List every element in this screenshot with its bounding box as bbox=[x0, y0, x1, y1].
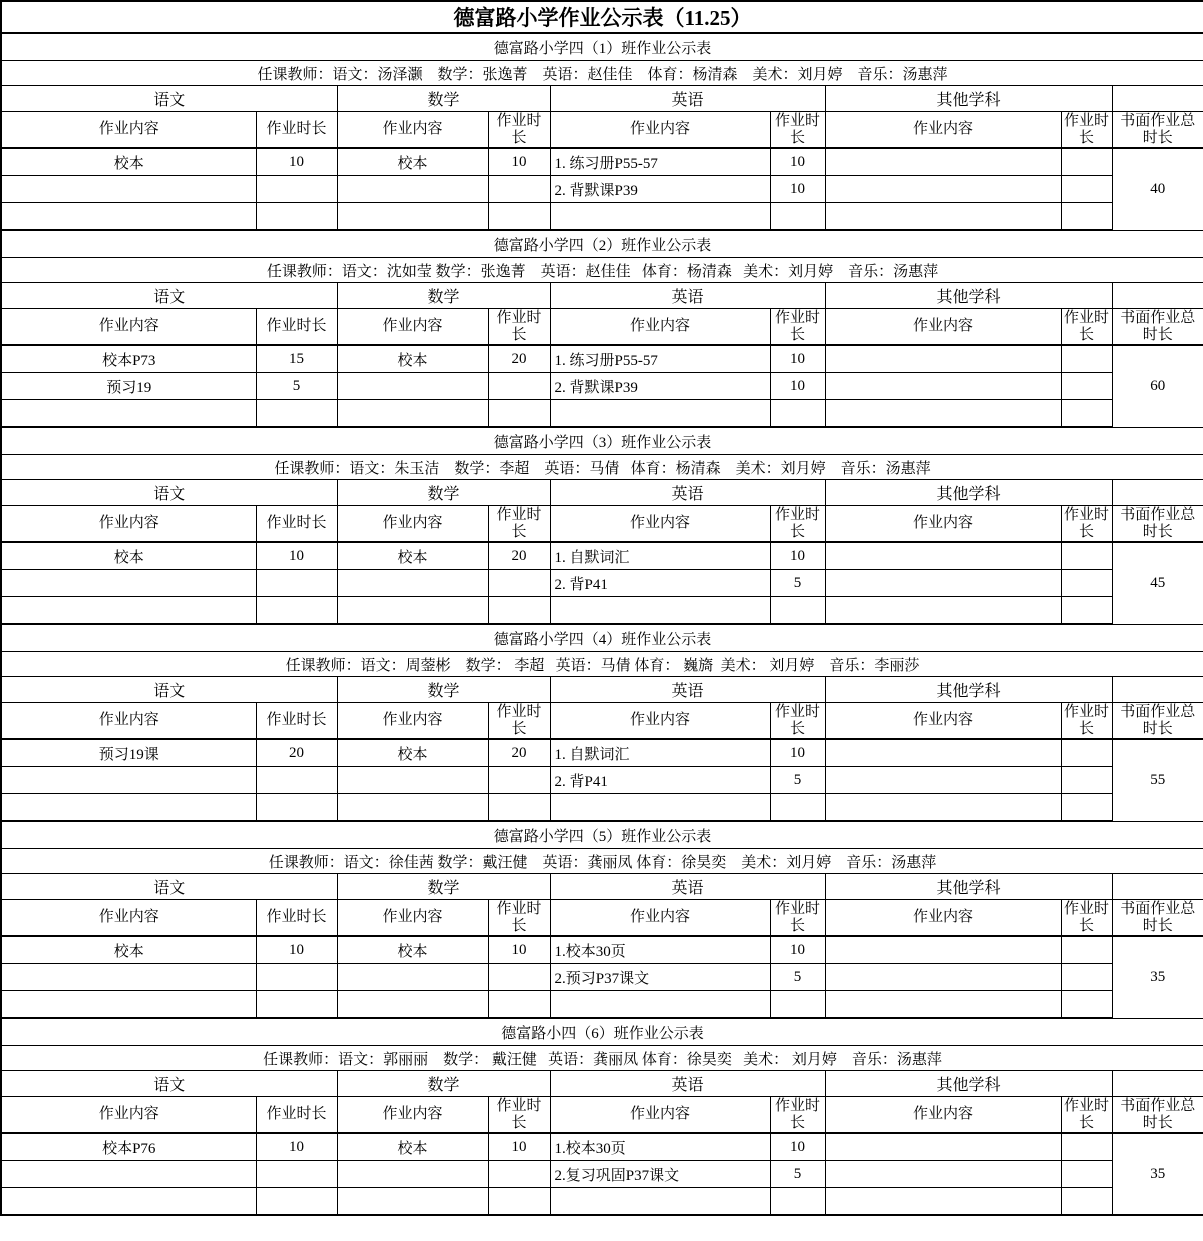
other-content-cell bbox=[825, 1161, 1061, 1188]
math-content-cell bbox=[337, 1161, 488, 1188]
other-duration-cell bbox=[1061, 345, 1112, 373]
subject-header-chinese: 语文 bbox=[1, 1071, 337, 1097]
english-duration-header: 作业时长 bbox=[770, 900, 825, 937]
english-duration-cell bbox=[770, 991, 825, 1019]
english-content-cell: 2. 背默课P39 bbox=[550, 373, 770, 400]
other-content-cell bbox=[825, 373, 1061, 400]
data-row bbox=[1, 400, 1203, 428]
chinese-content-cell: 校本 bbox=[1, 148, 256, 176]
math-duration-cell bbox=[488, 203, 550, 231]
chinese-content-header: 作业内容 bbox=[1, 900, 256, 937]
chinese-content-cell: 预习19课 bbox=[1, 739, 256, 767]
chinese-content-cell: 校本P73 bbox=[1, 345, 256, 373]
english-content-cell: 1. 自默词汇 bbox=[550, 542, 770, 570]
total-duration-header: 书面作业总时长 bbox=[1112, 900, 1203, 937]
math-content-cell: 校本 bbox=[337, 542, 488, 570]
chinese-content-header: 作业内容 bbox=[1, 112, 256, 149]
section-title: 德富路小学四（1）班作业公示表 bbox=[1, 33, 1203, 61]
subject-header-chinese: 语文 bbox=[1, 86, 337, 112]
data-row bbox=[1, 1188, 1203, 1216]
data-row bbox=[1, 203, 1203, 231]
chinese-duration-header: 作业时长 bbox=[256, 112, 337, 149]
data-row bbox=[1, 991, 1203, 1019]
subject-header-math: 数学 bbox=[337, 677, 550, 703]
column-header-row bbox=[1, 1097, 1203, 1134]
math-duration-cell bbox=[488, 767, 550, 794]
other-content-cell bbox=[825, 400, 1061, 428]
column-header-row bbox=[1, 506, 1203, 543]
math-duration-cell bbox=[488, 570, 550, 597]
other-content-cell bbox=[825, 767, 1061, 794]
teacher-list: 任课教师：语文：汤泽灏 数学：张逸菁 英语：赵佳佳 体育：杨清森 美术：刘月婷 音乐：汤惠萍 bbox=[1, 61, 1203, 86]
chinese-duration-cell bbox=[256, 1188, 337, 1216]
subject-header-english: 英语 bbox=[550, 874, 825, 900]
math-content-cell: 校本 bbox=[337, 345, 488, 373]
math-duration-header: 作业时长 bbox=[488, 112, 550, 149]
english-duration-cell bbox=[770, 597, 825, 625]
chinese-duration-cell bbox=[256, 400, 337, 428]
chinese-duration-cell: 20 bbox=[256, 739, 337, 767]
english-content-header: 作业内容 bbox=[550, 900, 770, 937]
other-duration-cell bbox=[1061, 176, 1112, 203]
math-content-cell bbox=[337, 964, 488, 991]
chinese-duration-cell bbox=[256, 767, 337, 794]
other-duration-cell bbox=[1061, 964, 1112, 991]
math-content-header: 作业内容 bbox=[337, 900, 488, 937]
math-duration-header: 作业时长 bbox=[488, 309, 550, 346]
english-content-cell: 2. 背默课P39 bbox=[550, 176, 770, 203]
total-written-duration-cell: 45 bbox=[1112, 542, 1203, 624]
math-content-cell bbox=[337, 373, 488, 400]
other-duration-cell bbox=[1061, 400, 1112, 428]
english-content-header: 作业内容 bbox=[550, 1097, 770, 1134]
chinese-content-header: 作业内容 bbox=[1, 506, 256, 543]
english-duration-cell bbox=[770, 1188, 825, 1216]
math-duration-cell: 20 bbox=[488, 542, 550, 570]
chinese-duration-cell: 10 bbox=[256, 1133, 337, 1161]
section-title-row bbox=[1, 33, 1203, 61]
total-duration-header: 书面作业总时长 bbox=[1112, 1097, 1203, 1134]
english-duration-cell: 10 bbox=[770, 373, 825, 400]
total-written-duration-cell: 55 bbox=[1112, 739, 1203, 821]
subject-group-row bbox=[1, 86, 1203, 112]
other-content-cell bbox=[825, 1188, 1061, 1216]
english-content-header: 作业内容 bbox=[550, 703, 770, 740]
other-content-cell bbox=[825, 345, 1061, 373]
teacher-list: 任课教师：语文：徐佳茜 数学：戴汪健 英语：龚丽凤 体育：徐昊奕 美术：刘月婷 音乐：汤惠萍 bbox=[1, 849, 1203, 874]
english-duration-cell: 10 bbox=[770, 542, 825, 570]
subject-group-row bbox=[1, 283, 1203, 309]
data-row bbox=[1, 345, 1203, 373]
chinese-duration-cell bbox=[256, 991, 337, 1019]
english-duration-cell: 10 bbox=[770, 1133, 825, 1161]
english-duration-cell: 10 bbox=[770, 345, 825, 373]
english-content-cell: 2.复习巩固P37课文 bbox=[550, 1161, 770, 1188]
math-duration-cell: 10 bbox=[488, 936, 550, 964]
chinese-duration-cell bbox=[256, 176, 337, 203]
other-duration-cell bbox=[1061, 148, 1112, 176]
subject-header-math: 数学 bbox=[337, 86, 550, 112]
math-content-cell bbox=[337, 991, 488, 1019]
english-content-cell: 1.校本30页 bbox=[550, 936, 770, 964]
data-row bbox=[1, 176, 1203, 203]
section-title: 德富路小四（6）班作业公示表 bbox=[1, 1018, 1203, 1046]
chinese-content-cell bbox=[1, 400, 256, 428]
subject-group-row bbox=[1, 677, 1203, 703]
chinese-content-cell bbox=[1, 1188, 256, 1216]
section-title: 德富路小学四（4）班作业公示表 bbox=[1, 624, 1203, 652]
chinese-duration-cell: 15 bbox=[256, 345, 337, 373]
chinese-content-cell: 校本 bbox=[1, 936, 256, 964]
english-content-cell bbox=[550, 400, 770, 428]
english-duration-cell: 10 bbox=[770, 739, 825, 767]
math-duration-cell bbox=[488, 373, 550, 400]
teacher-row bbox=[1, 455, 1203, 480]
data-row bbox=[1, 794, 1203, 822]
english-content-header: 作业内容 bbox=[550, 309, 770, 346]
math-content-header: 作业内容 bbox=[337, 112, 488, 149]
other-content-cell bbox=[825, 597, 1061, 625]
column-header-row bbox=[1, 112, 1203, 149]
subject-header-english: 英语 bbox=[550, 677, 825, 703]
math-duration-cell: 10 bbox=[488, 1133, 550, 1161]
total-duration-header: 书面作业总时长 bbox=[1112, 703, 1203, 740]
data-row bbox=[1, 936, 1203, 964]
math-duration-cell bbox=[488, 400, 550, 428]
chinese-content-header: 作业内容 bbox=[1, 1097, 256, 1134]
math-content-cell bbox=[337, 176, 488, 203]
math-content-cell bbox=[337, 597, 488, 625]
chinese-duration-cell: 5 bbox=[256, 373, 337, 400]
subject-header-chinese: 语文 bbox=[1, 874, 337, 900]
column-header-row bbox=[1, 309, 1203, 346]
english-duration-cell: 10 bbox=[770, 148, 825, 176]
math-content-cell bbox=[337, 203, 488, 231]
column-header-row bbox=[1, 703, 1203, 740]
data-row bbox=[1, 1133, 1203, 1161]
total-written-duration-cell: 40 bbox=[1112, 148, 1203, 230]
total-written-duration-cell: 60 bbox=[1112, 345, 1203, 427]
english-content-cell: 1.校本30页 bbox=[550, 1133, 770, 1161]
other-content-header: 作业内容 bbox=[825, 1097, 1061, 1134]
chinese-content-cell: 校本P76 bbox=[1, 1133, 256, 1161]
data-row bbox=[1, 739, 1203, 767]
other-content-header: 作业内容 bbox=[825, 703, 1061, 740]
math-duration-cell bbox=[488, 1161, 550, 1188]
teacher-row bbox=[1, 1046, 1203, 1071]
math-duration-cell bbox=[488, 597, 550, 625]
subject-header-math: 数学 bbox=[337, 480, 550, 506]
total-duration-header: 书面作业总时长 bbox=[1112, 112, 1203, 149]
subject-header-chinese: 语文 bbox=[1, 480, 337, 506]
english-content-cell: 2.预习P37课文 bbox=[550, 964, 770, 991]
chinese-content-header: 作业内容 bbox=[1, 309, 256, 346]
english-content-cell: 1. 练习册P55-57 bbox=[550, 345, 770, 373]
other-content-cell bbox=[825, 964, 1061, 991]
subject-header-other: 其他学科 bbox=[825, 86, 1112, 112]
total-written-duration-cell: 35 bbox=[1112, 936, 1203, 1018]
section-title-row bbox=[1, 230, 1203, 258]
other-duration-cell bbox=[1061, 570, 1112, 597]
english-duration-header: 作业时长 bbox=[770, 506, 825, 543]
section-title-row bbox=[1, 624, 1203, 652]
english-content-cell: 2. 背P41 bbox=[550, 767, 770, 794]
math-duration-header: 作业时长 bbox=[488, 703, 550, 740]
subject-header-blank bbox=[1112, 1071, 1203, 1097]
other-duration-header: 作业时长 bbox=[1061, 703, 1112, 740]
math-duration-cell bbox=[488, 964, 550, 991]
other-duration-cell bbox=[1061, 1133, 1112, 1161]
math-content-cell: 校本 bbox=[337, 1133, 488, 1161]
section-title: 德富路小学四（3）班作业公示表 bbox=[1, 427, 1203, 455]
other-content-cell bbox=[825, 203, 1061, 231]
chinese-duration-cell bbox=[256, 597, 337, 625]
english-duration-cell: 5 bbox=[770, 767, 825, 794]
math-duration-cell: 10 bbox=[488, 148, 550, 176]
other-duration-header: 作业时长 bbox=[1061, 506, 1112, 543]
english-duration-header: 作业时长 bbox=[770, 703, 825, 740]
data-row bbox=[1, 1161, 1203, 1188]
math-content-header: 作业内容 bbox=[337, 1097, 488, 1134]
chinese-duration-header: 作业时长 bbox=[256, 703, 337, 740]
english-content-header: 作业内容 bbox=[550, 112, 770, 149]
chinese-content-cell bbox=[1, 176, 256, 203]
data-row bbox=[1, 373, 1203, 400]
math-duration-cell bbox=[488, 991, 550, 1019]
page-title: 德富路小学作业公示表（11.25） bbox=[1, 1, 1203, 33]
english-content-cell bbox=[550, 794, 770, 822]
subject-header-english: 英语 bbox=[550, 283, 825, 309]
teacher-list: 任课教师：语文：朱玉洁 数学：李超 英语：马倩 体育：杨清森 美术：刘月婷 音乐：汤惠萍 bbox=[1, 455, 1203, 480]
other-content-cell bbox=[825, 148, 1061, 176]
data-row bbox=[1, 570, 1203, 597]
other-content-cell bbox=[825, 936, 1061, 964]
subject-header-math: 数学 bbox=[337, 1071, 550, 1097]
other-duration-cell bbox=[1061, 1188, 1112, 1216]
subject-header-math: 数学 bbox=[337, 283, 550, 309]
section-title: 德富路小学四（5）班作业公示表 bbox=[1, 821, 1203, 849]
chinese-duration-header: 作业时长 bbox=[256, 900, 337, 937]
chinese-duration-cell bbox=[256, 1161, 337, 1188]
math-content-header: 作业内容 bbox=[337, 506, 488, 543]
total-written-duration-cell: 35 bbox=[1112, 1133, 1203, 1215]
english-content-cell: 1. 自默词汇 bbox=[550, 739, 770, 767]
subject-header-other: 其他学科 bbox=[825, 677, 1112, 703]
chinese-duration-cell bbox=[256, 203, 337, 231]
math-content-cell bbox=[337, 570, 488, 597]
chinese-content-cell bbox=[1, 597, 256, 625]
teacher-row bbox=[1, 61, 1203, 86]
subject-header-english: 英语 bbox=[550, 86, 825, 112]
other-content-cell bbox=[825, 176, 1061, 203]
chinese-duration-cell bbox=[256, 570, 337, 597]
math-content-cell bbox=[337, 794, 488, 822]
other-duration-cell bbox=[1061, 794, 1112, 822]
math-content-cell: 校本 bbox=[337, 148, 488, 176]
subject-header-chinese: 语文 bbox=[1, 283, 337, 309]
subject-header-blank bbox=[1112, 283, 1203, 309]
math-content-cell bbox=[337, 400, 488, 428]
english-duration-cell bbox=[770, 400, 825, 428]
chinese-duration-cell bbox=[256, 964, 337, 991]
data-row bbox=[1, 597, 1203, 625]
english-content-cell bbox=[550, 1188, 770, 1216]
english-content-cell bbox=[550, 203, 770, 231]
other-duration-cell bbox=[1061, 597, 1112, 625]
math-duration-cell bbox=[488, 794, 550, 822]
subject-header-english: 英语 bbox=[550, 1071, 825, 1097]
english-duration-header: 作业时长 bbox=[770, 309, 825, 346]
english-duration-cell bbox=[770, 203, 825, 231]
subject-header-other: 其他学科 bbox=[825, 1071, 1112, 1097]
other-duration-cell bbox=[1061, 203, 1112, 231]
chinese-content-cell bbox=[1, 1161, 256, 1188]
subject-header-blank bbox=[1112, 480, 1203, 506]
math-content-header: 作业内容 bbox=[337, 703, 488, 740]
chinese-content-cell: 校本 bbox=[1, 542, 256, 570]
subject-group-row bbox=[1, 1071, 1203, 1097]
main-title-row bbox=[1, 1, 1203, 33]
english-content-cell: 1. 练习册P55-57 bbox=[550, 148, 770, 176]
teacher-list: 任课教师：语文：周蓥彬 数学： 李超 英语：马倩 体育： 巍旖 美术： 刘月婷 音乐：李丽莎 bbox=[1, 652, 1203, 677]
teacher-row bbox=[1, 652, 1203, 677]
chinese-content-cell bbox=[1, 794, 256, 822]
other-content-header: 作业内容 bbox=[825, 506, 1061, 543]
english-duration-header: 作业时长 bbox=[770, 112, 825, 149]
other-duration-cell bbox=[1061, 767, 1112, 794]
chinese-content-cell bbox=[1, 203, 256, 231]
math-content-cell bbox=[337, 767, 488, 794]
english-duration-cell: 10 bbox=[770, 176, 825, 203]
math-duration-header: 作业时长 bbox=[488, 506, 550, 543]
math-duration-cell: 20 bbox=[488, 345, 550, 373]
chinese-content-cell bbox=[1, 767, 256, 794]
subject-header-math: 数学 bbox=[337, 874, 550, 900]
data-row bbox=[1, 542, 1203, 570]
chinese-content-cell bbox=[1, 991, 256, 1019]
subject-header-other: 其他学科 bbox=[825, 480, 1112, 506]
chinese-duration-cell: 10 bbox=[256, 542, 337, 570]
data-row bbox=[1, 148, 1203, 176]
chinese-duration-header: 作业时长 bbox=[256, 506, 337, 543]
math-duration-cell bbox=[488, 176, 550, 203]
other-duration-header: 作业时长 bbox=[1061, 1097, 1112, 1134]
other-duration-header: 作业时长 bbox=[1061, 900, 1112, 937]
total-duration-header: 书面作业总时长 bbox=[1112, 309, 1203, 346]
other-duration-cell bbox=[1061, 991, 1112, 1019]
other-content-header: 作业内容 bbox=[825, 309, 1061, 346]
subject-header-blank bbox=[1112, 677, 1203, 703]
data-row bbox=[1, 964, 1203, 991]
english-content-cell: 2. 背P41 bbox=[550, 570, 770, 597]
section-title-row bbox=[1, 821, 1203, 849]
subject-header-blank bbox=[1112, 86, 1203, 112]
subject-group-row bbox=[1, 874, 1203, 900]
other-content-cell bbox=[825, 1133, 1061, 1161]
english-content-cell bbox=[550, 991, 770, 1019]
teacher-list: 任课教师：语文：沈如莹 数学：张逸菁 英语：赵佳佳 体育：杨清森 美术：刘月婷 音乐：汤惠萍 bbox=[1, 258, 1203, 283]
math-duration-cell: 20 bbox=[488, 739, 550, 767]
english-duration-cell: 10 bbox=[770, 936, 825, 964]
other-content-header: 作业内容 bbox=[825, 112, 1061, 149]
math-content-header: 作业内容 bbox=[337, 309, 488, 346]
teacher-list: 任课教师：语文：郭丽丽 数学： 戴汪健 英语：龚丽凤 体育：徐昊奕 美术： 刘月婷 音乐：汤惠萍 bbox=[1, 1046, 1203, 1071]
english-content-cell bbox=[550, 597, 770, 625]
other-duration-cell bbox=[1061, 373, 1112, 400]
english-duration-cell: 5 bbox=[770, 1161, 825, 1188]
math-content-cell bbox=[337, 1188, 488, 1216]
data-row bbox=[1, 767, 1203, 794]
chinese-content-cell: 预习19 bbox=[1, 373, 256, 400]
other-duration-cell bbox=[1061, 936, 1112, 964]
math-duration-cell bbox=[488, 1188, 550, 1216]
english-content-header: 作业内容 bbox=[550, 506, 770, 543]
teacher-row bbox=[1, 849, 1203, 874]
other-duration-cell bbox=[1061, 542, 1112, 570]
subject-header-chinese: 语文 bbox=[1, 677, 337, 703]
subject-header-blank bbox=[1112, 874, 1203, 900]
other-content-cell bbox=[825, 542, 1061, 570]
total-duration-header: 书面作业总时长 bbox=[1112, 506, 1203, 543]
chinese-duration-header: 作业时长 bbox=[256, 1097, 337, 1134]
math-content-cell: 校本 bbox=[337, 739, 488, 767]
other-content-cell bbox=[825, 991, 1061, 1019]
other-content-header: 作业内容 bbox=[825, 900, 1061, 937]
other-duration-cell bbox=[1061, 739, 1112, 767]
section-title-row bbox=[1, 427, 1203, 455]
other-duration-header: 作业时长 bbox=[1061, 309, 1112, 346]
english-duration-cell bbox=[770, 794, 825, 822]
chinese-duration-cell bbox=[256, 794, 337, 822]
math-content-cell: 校本 bbox=[337, 936, 488, 964]
english-duration-header: 作业时长 bbox=[770, 1097, 825, 1134]
chinese-content-header: 作业内容 bbox=[1, 703, 256, 740]
chinese-content-cell bbox=[1, 570, 256, 597]
subject-header-english: 英语 bbox=[550, 480, 825, 506]
teacher-row bbox=[1, 258, 1203, 283]
section-title: 德富路小学四（2）班作业公示表 bbox=[1, 230, 1203, 258]
other-duration-cell bbox=[1061, 1161, 1112, 1188]
subject-header-other: 其他学科 bbox=[825, 874, 1112, 900]
math-duration-header: 作业时长 bbox=[488, 900, 550, 937]
math-duration-header: 作业时长 bbox=[488, 1097, 550, 1134]
subject-header-other: 其他学科 bbox=[825, 283, 1112, 309]
other-duration-header: 作业时长 bbox=[1061, 112, 1112, 149]
section-title-row bbox=[1, 1018, 1203, 1046]
other-content-cell bbox=[825, 570, 1061, 597]
other-content-cell bbox=[825, 739, 1061, 767]
chinese-duration-cell: 10 bbox=[256, 148, 337, 176]
column-header-row bbox=[1, 900, 1203, 937]
chinese-duration-header: 作业时长 bbox=[256, 309, 337, 346]
english-duration-cell: 5 bbox=[770, 570, 825, 597]
chinese-content-cell bbox=[1, 964, 256, 991]
subject-group-row bbox=[1, 480, 1203, 506]
english-duration-cell: 5 bbox=[770, 964, 825, 991]
chinese-duration-cell: 10 bbox=[256, 936, 337, 964]
other-content-cell bbox=[825, 794, 1061, 822]
